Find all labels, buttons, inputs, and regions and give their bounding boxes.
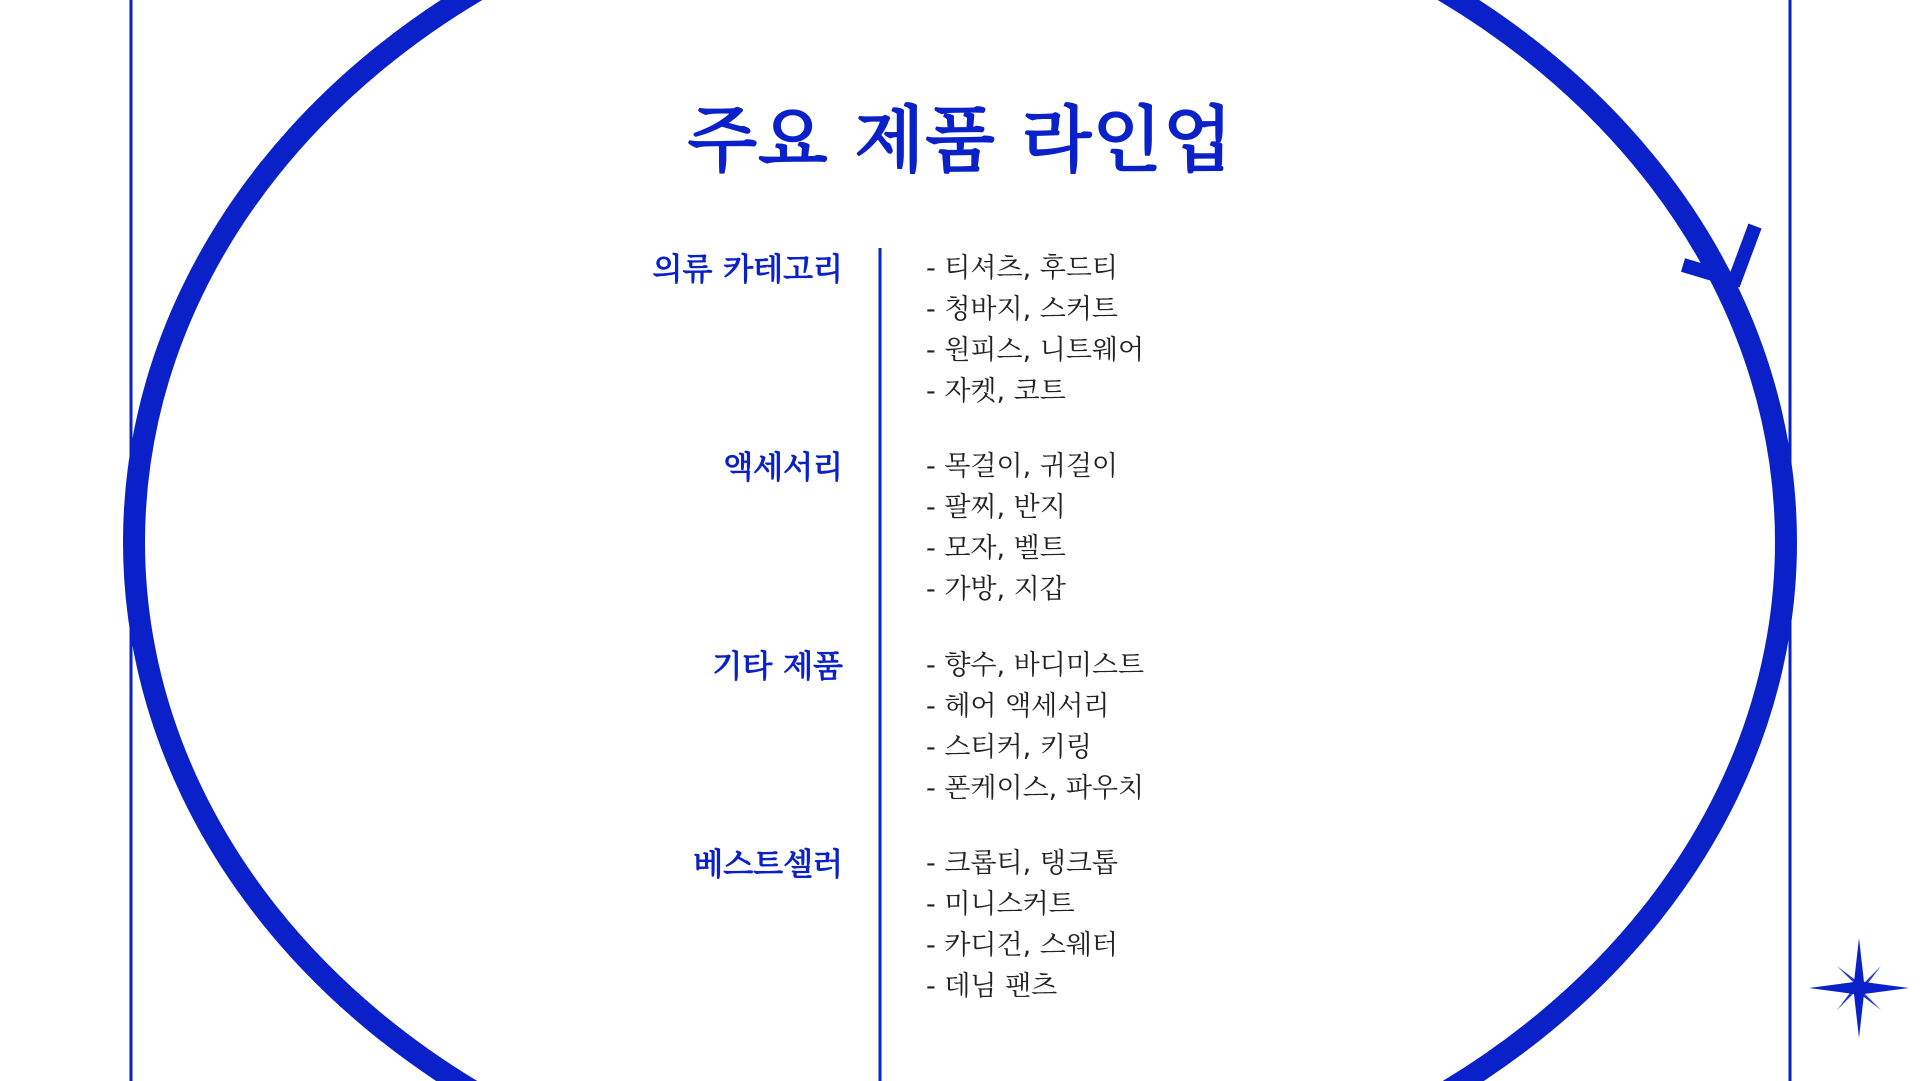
list-item: - 원피스, 니트웨어 (926, 330, 1144, 371)
list-item: - 향수, 바디미스트 (926, 645, 1144, 686)
list-item: - 데님 팬츠 (926, 966, 1118, 1007)
list-item: - 가방, 지갑 (926, 569, 1118, 610)
list-item: - 헤어 액세서리 (926, 686, 1144, 727)
category-label: 기타 제품 (712, 649, 843, 685)
list-item: - 목걸이, 귀걸이 (926, 446, 1118, 487)
list-item: - 티셔츠, 후드티 (926, 248, 1144, 289)
category-label: 베스트셀러 (693, 847, 843, 883)
list-item: - 크롭티, 탱크톱 (926, 843, 1118, 884)
brand-wrap (51, 815, 85, 1037)
list-item: - 스티커, 키링 (926, 727, 1144, 768)
list-item: - 모자, 벨트 (926, 528, 1118, 569)
category-label: 의류 카테고리 (652, 252, 843, 288)
category-label: 액세서리 (723, 450, 843, 486)
list-item: - 자켓, 코트 (926, 371, 1144, 412)
category-item-list (926, 843, 1118, 1007)
list-item: - 카디건, 스웨터 (926, 925, 1118, 966)
sparkle-star-icon (1809, 938, 1909, 1038)
list-item: - 청바지, 스커트 (926, 289, 1144, 330)
list-item: - 폰케이스, 파우치 (926, 768, 1144, 809)
list-item: - 미니스커트 (926, 884, 1118, 925)
page-title: 주요 제품 라인업 (687, 98, 1234, 182)
category-item-list (926, 248, 1144, 412)
category-item-list (926, 446, 1118, 610)
list-item: - 팔찌, 반지 (926, 487, 1118, 528)
category-item-list (926, 645, 1144, 809)
